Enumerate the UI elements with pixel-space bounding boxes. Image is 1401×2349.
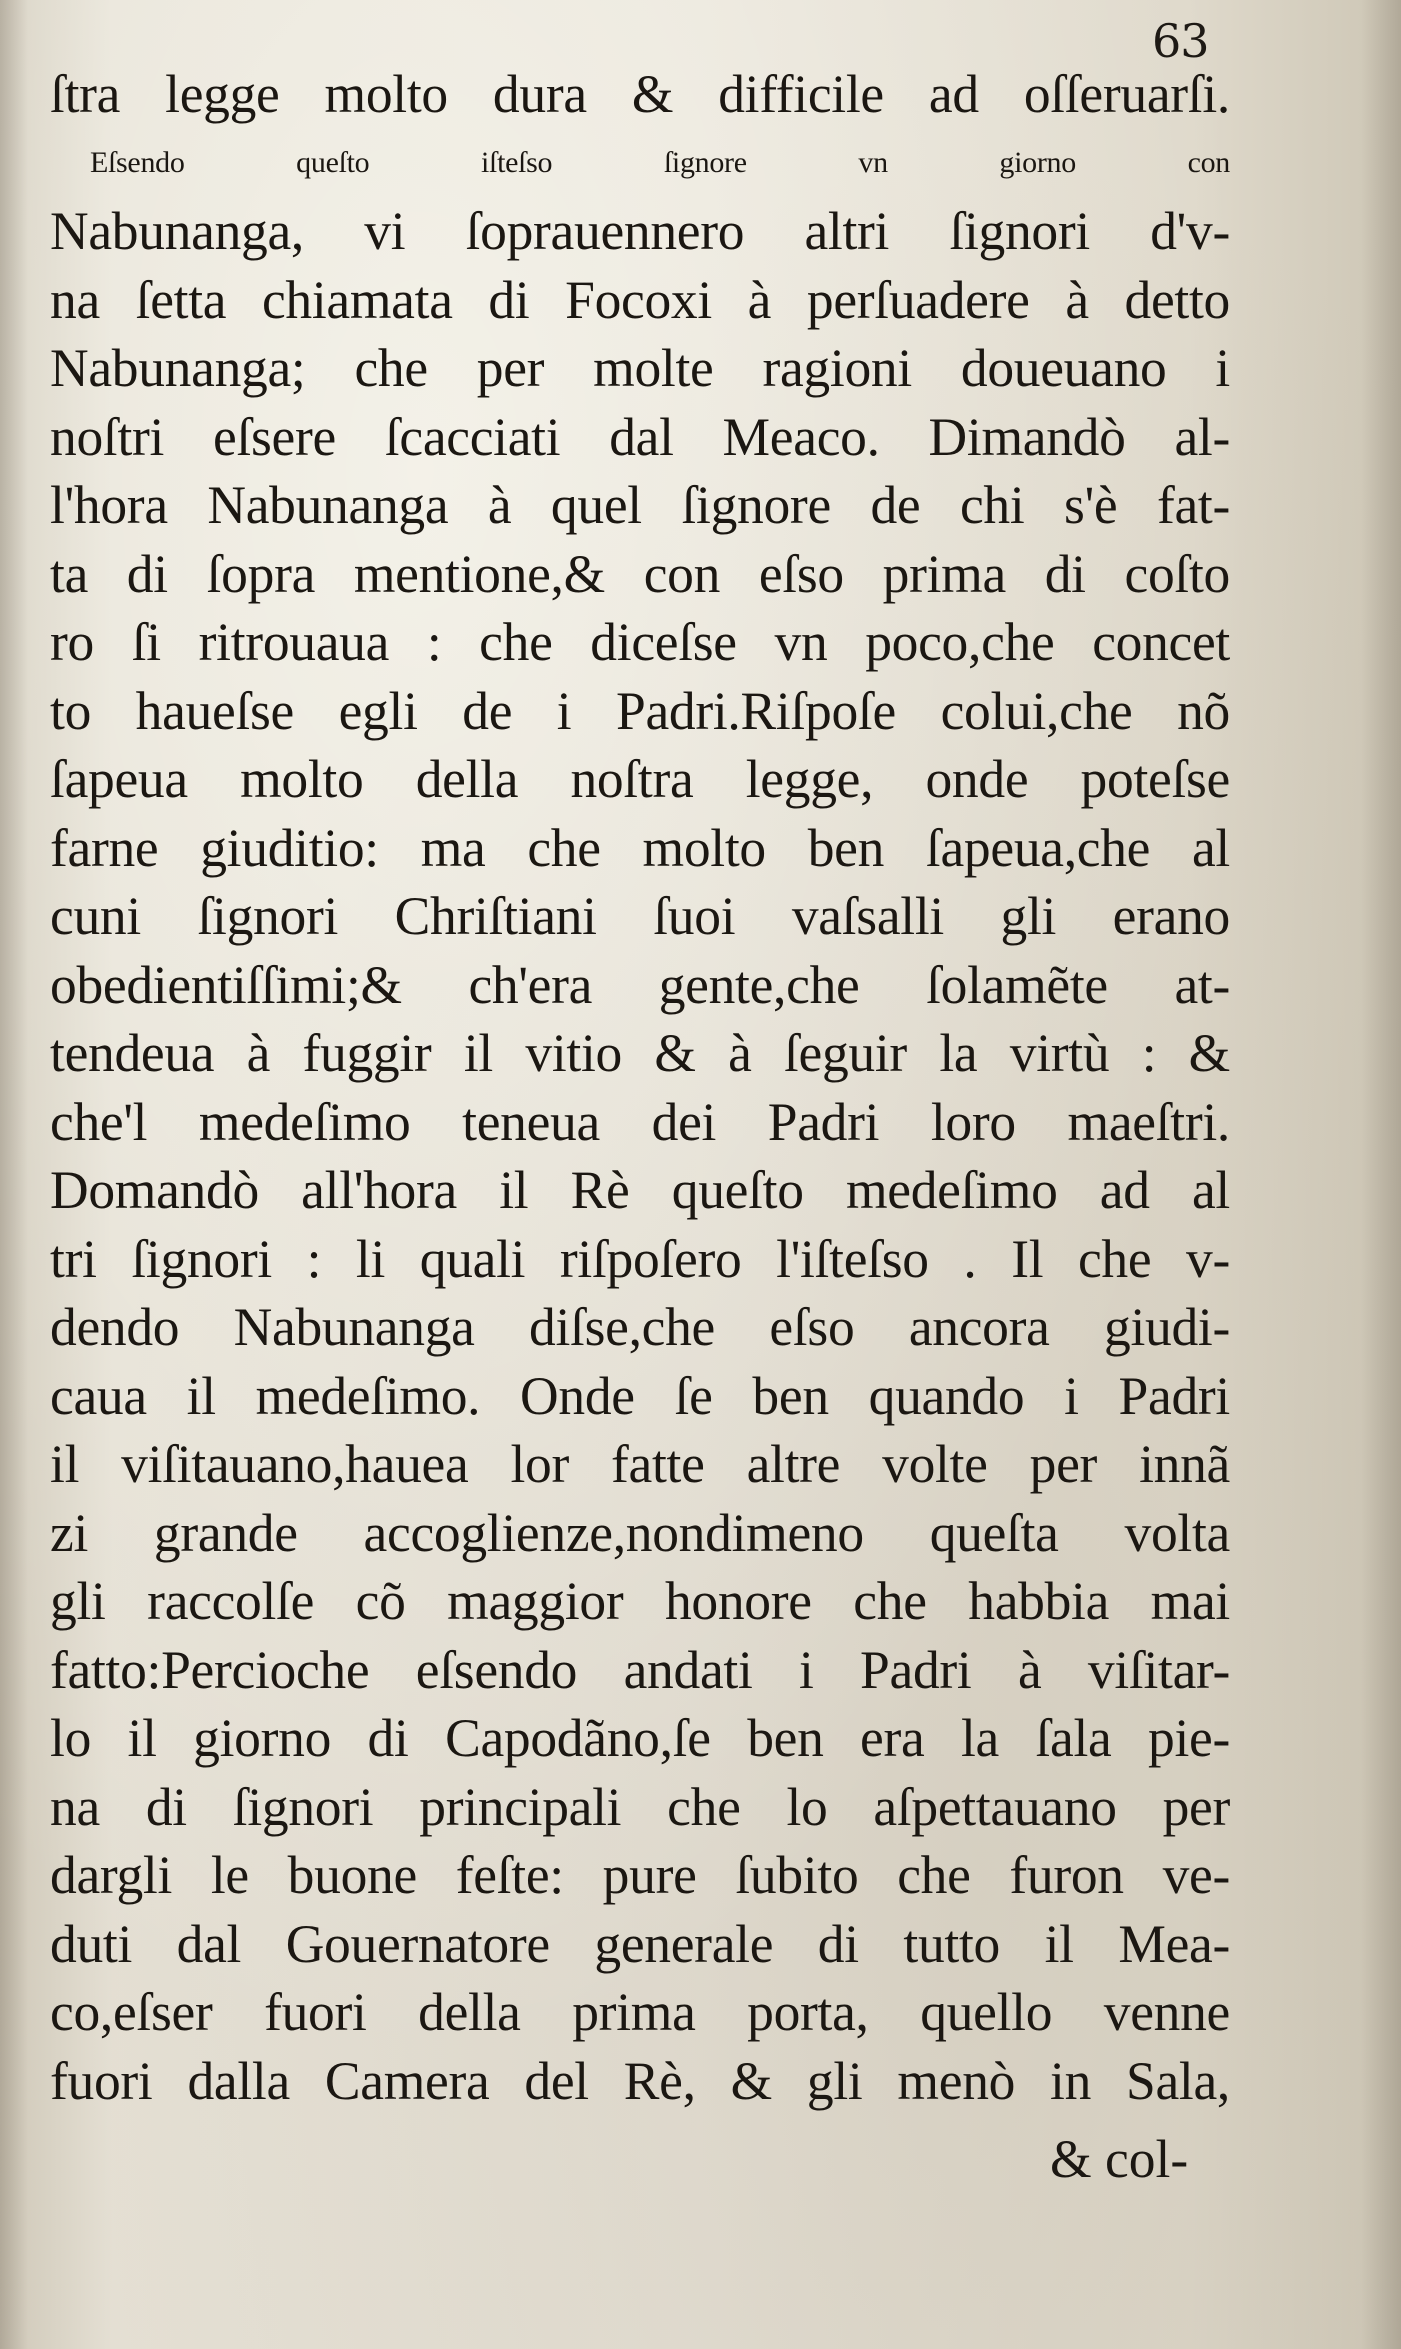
text-line: che'l medeſimo teneua dei Padri loro maeſtri. [50, 1091, 1230, 1152]
text-line: fatto:Percioche eſsendo andati i Padri à viſitar- [50, 1639, 1230, 1700]
paragraph-start-line: Eſsendo queſto iſteſso ſignore vn giorno con [90, 145, 1230, 179]
body-text [50, 60, 1230, 2115]
text-line: ſtra legge molto dura & difficile ad oſſeruarſi. [50, 64, 1230, 124]
text-line: gli raccolſe cõ maggior honore che habbia mai [50, 1571, 1230, 1631]
text-line: dargli le buone feſte: pure ſubito che furon ve- [50, 1845, 1230, 1905]
text-line: cuni ſignori Chriſtiani ſuoi vaſsalli gli erano [50, 886, 1230, 946]
text-line: zi grande accoglienze,nondimeno queſta volta [50, 1502, 1230, 1563]
text-line: co,eſser fuori della prima porta, quello venne [50, 1982, 1230, 2042]
text-line: duti dal Gouernatore generale di tutto il Mea- [50, 1913, 1230, 1974]
text-line: ro ſi ritrouaua : che diceſse vn poco,che concet [50, 612, 1230, 672]
catchword: & col- [1050, 2129, 1189, 2189]
text-line: tri ſignori : li quali riſpoſero l'iſteſso . Il che v- [50, 1228, 1230, 1289]
text-line: l'hora Nabunanga à quel ſignore de chi s'è fat- [50, 475, 1230, 535]
text-line: na di ſignori principali che lo aſpettauano per [50, 1776, 1230, 1837]
text-line: Domandò all'hora il Rè queſto medeſimo ad al [50, 1160, 1230, 1220]
page-number: 63 [1152, 14, 1209, 68]
text-line: Nabunanga, vi ſoprauennero altri ſignori d'v- [50, 201, 1230, 261]
text-line: farne giuditio: ma che molto ben ſapeua,che al [50, 817, 1230, 878]
text-line: noſtri eſsere ſcacciati dal Meaco. Dimandò al- [50, 406, 1230, 467]
text-line: lo il giorno di Capodãno,ſe ben era la ſala pie- [50, 1708, 1230, 1768]
text-line: Nabunanga; che per molte ragioni doueuano i [50, 338, 1230, 398]
text-line: dendo Nabunanga diſse,che eſso ancora giudi- [50, 1297, 1230, 1357]
text-line: fuori dalla Camera del Rè, & gli menò in Sala, [50, 2050, 1230, 2111]
text-line: ſapeua molto della noſtra legge, onde poteſse [50, 749, 1230, 809]
text-line: il viſitauano,hauea lor fatte altre volte per innã [50, 1434, 1230, 1494]
text-line: caua il medeſimo. Onde ſe ben quando i Padri [50, 1365, 1230, 1426]
text-line: na ſetta chiamata di Focoxi à perſuadere à detto [50, 269, 1230, 330]
text-line: tendeua à fuggir il vitio & à ſeguir la virtù : & [50, 1023, 1230, 1083]
text-line: obedientiſſimi;& ch'era gente,che ſolamẽte at- [50, 954, 1230, 1015]
text-line: ta di ſopra mentione,& con eſso prima di coſto [50, 543, 1230, 604]
text-line: to haueſse egli de i Padri.Riſpoſe colui,che nõ [50, 680, 1230, 741]
